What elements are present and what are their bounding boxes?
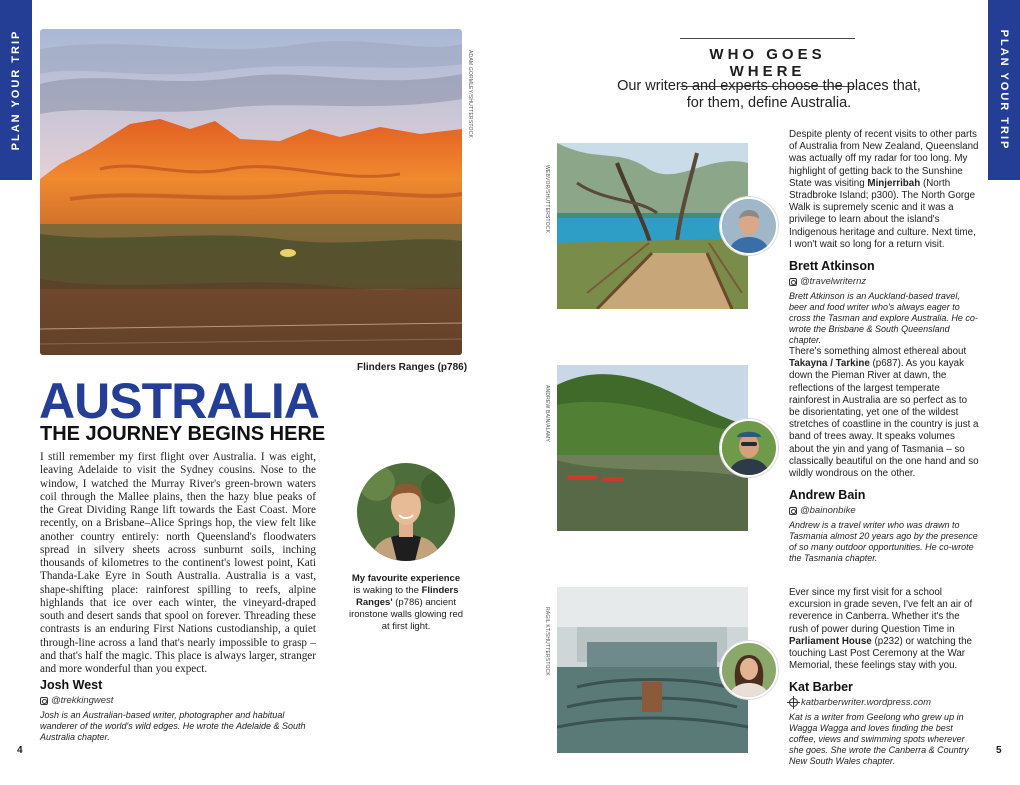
entry-paragraph: [789, 587, 980, 672]
entry-place: Minjerribah: [867, 177, 921, 189]
author-bio: Josh is an Australian-based writer, photographer and habitual wanderer of the world's wild edges. He wrote the Adelaide & South Australia chapter.: [40, 710, 306, 742]
plan-your-trip-tab-right: [988, 0, 1020, 180]
photo-credit-3: RAGIL KT/SHUTTERSTOCK: [544, 607, 550, 676]
josh-west-portrait: [357, 463, 455, 561]
kat-barber-portrait: [722, 643, 776, 697]
plan-your-trip-tab-left: [0, 0, 32, 180]
writer-handle-text: @travelwriternz: [800, 276, 867, 288]
heading-text: WHO GOES WHERE: [709, 46, 826, 80]
writer-handle-text: @bainonbike: [800, 505, 856, 517]
entry-place: Parliament House: [789, 635, 872, 647]
hero-caption: Flinders Ranges (p786): [357, 362, 468, 373]
flinders-ranges-photo: [40, 29, 462, 355]
brett-atkinson-entry: [789, 129, 980, 346]
favourite-text-before: is waking to the: [353, 585, 419, 596]
writer-bio: Kat is a writer from Geelong who grew up in Wagga Wagga and loves finding the best coffee, views and swimming spots wherever she goes. She wrote the Canberra & Country New South Wales chapter.: [789, 712, 969, 767]
writer-bio: Brett Atkinson is an Auckland-based travel, beer and food writer who's always eager to cross the Tasman and explore Australia. He co-wrote the Brisbane & South Queensland chapter.: [789, 291, 978, 346]
brett-atkinson-portrait: [722, 199, 776, 253]
josh-west-avatar: [357, 463, 455, 561]
writer-handle[interactable]: [789, 276, 980, 287]
tab-label-right: PLAN YOUR TRIP: [998, 29, 1010, 151]
entry-place: Takayna / Tarkine: [789, 358, 870, 370]
flinders-ranges-image: [40, 29, 462, 355]
instagram-icon: [40, 697, 48, 705]
intro-paragraph: I still remember my first flight over Australia. I was eight, leaving Adelaide to visit the Sydney cousins. Nose to the window, I watched the Murray River's green-brown waters coil through the Mallee plains, then the hazy blue peaks of the Great Dividing Range lift towards the East Coast. More recently, on a Brisbane–Alice Springs hop, the view felt like another country entirely: north Queensland's floodwaters spread in silvery sheets across sunburnt soils, inching thousands of kilometres to the continent's lowest point, Kati Thanda-Lake Eyre in South Australia. Australia is a vast, shape-shifting place: rainforest spilling to reefs, alpine highlands that ice over each winter, the vineyard-draped south and desert sands that spool on forever. Threading these contrasts is an enduring First Nations custodianship, a quiet through-line across a land that's nearly impossible to grasp – and that's half the magic. This place is always larger, stranger and more wonderful than you expect.: [40, 451, 316, 675]
kat-barber-avatar: [720, 641, 778, 699]
andrew-bain-portrait: [722, 421, 776, 475]
favourite-experience: [346, 573, 466, 633]
photo-credit-1: WEBVOR/SHUTTERSTOCK: [544, 165, 550, 234]
kat-barber-entry: [789, 587, 980, 767]
instagram-icon: [789, 278, 797, 286]
writer-bio: Andrew is a travel writer who was drawn to Tasmania almost 20 years ago by the presence of so many outdoor opportunities. He co-wrote the Tasmania chapter.: [789, 520, 978, 564]
andrew-bain-entry: [789, 346, 980, 564]
entry-text-2: (p232) or watching the touching Last Post Ceremony at the War Memorial, these feelings stay with you.: [789, 635, 972, 672]
page-title: AUSTRALIA: [39, 373, 319, 429]
writer-name: Brett Atkinson: [789, 259, 875, 274]
hero-photo-credit: ADAM GORMLEY/SHUTTERSTOCK: [467, 50, 473, 138]
author-name: Josh West: [40, 678, 103, 692]
entry-text-2: (p687). As you kayak down the Pieman River at dawn, the reflections of the largest temperate rainforest in Australia are so perfect as to be disorientating, yet one of the wildest stretches of coastline in the country is just a band of trees away. It speaks volumes about the yin and yang of Tasmania – so classically beautiful on the one hand and so wildly wondrous on the other.: [789, 358, 979, 480]
favourite-place: Flinders Ranges': [356, 585, 459, 608]
andrew-bain-avatar: [720, 419, 778, 477]
brett-atkinson-avatar: [720, 197, 778, 255]
favourite-text-after: (p786) ancient ironstone walls glowing red at first light.: [348, 597, 464, 632]
writer-name: Andrew Bain: [789, 488, 866, 503]
writer-handle[interactable]: [789, 697, 980, 708]
writer-handle[interactable]: [789, 505, 980, 516]
page-subtitle: THE JOURNEY BEGINS HERE: [40, 423, 326, 445]
author-handle[interactable]: [40, 695, 320, 706]
photo-credit-2: ANDREW BAIN/ALAMY: [544, 385, 550, 443]
favourite-label: My favourite experience: [351, 573, 461, 584]
entry-paragraph: [789, 129, 980, 251]
entry-text-1: Despite plenty of recent visits to other parts of Australia from New Zealand, Queensland was actually off my radar for too long. My highlight of getting back to the Sunshine State was visiting: [789, 129, 979, 189]
author-handle-text: @trekkingwest: [51, 695, 114, 706]
page-number-right: 5: [996, 745, 1002, 756]
entry-paragraph: [789, 346, 980, 480]
instagram-icon: [789, 507, 797, 515]
globe-icon: [789, 698, 798, 707]
writer-handle-text: katbarberwriter.wordpress.com: [801, 697, 932, 709]
writer-name: Kat Barber: [789, 680, 853, 695]
tab-label-left: PLAN YOUR TRIP: [10, 29, 22, 151]
entry-text-2: (North Stradbroke Island; p300). The North Gorge Walk is supremely scenic and it was a privilege to learn about the island's Indigenous heritage and culture. Next time, I won't wait so long for a return visit.: [789, 177, 976, 250]
josh-west-author: [40, 678, 320, 743]
entry-text-1: Ever since my first visit for a school excursion in grade seven, I've felt an air of reverence in Canberra. Whether it's the rush of power during Question Time in: [789, 587, 973, 635]
who-goes-where-subheading: Our writers and experts choose the places that, for them, define Australia.: [617, 78, 921, 111]
page-number-left: 4: [17, 745, 23, 756]
entry-text-1: There's something almost ethereal about: [789, 346, 967, 357]
